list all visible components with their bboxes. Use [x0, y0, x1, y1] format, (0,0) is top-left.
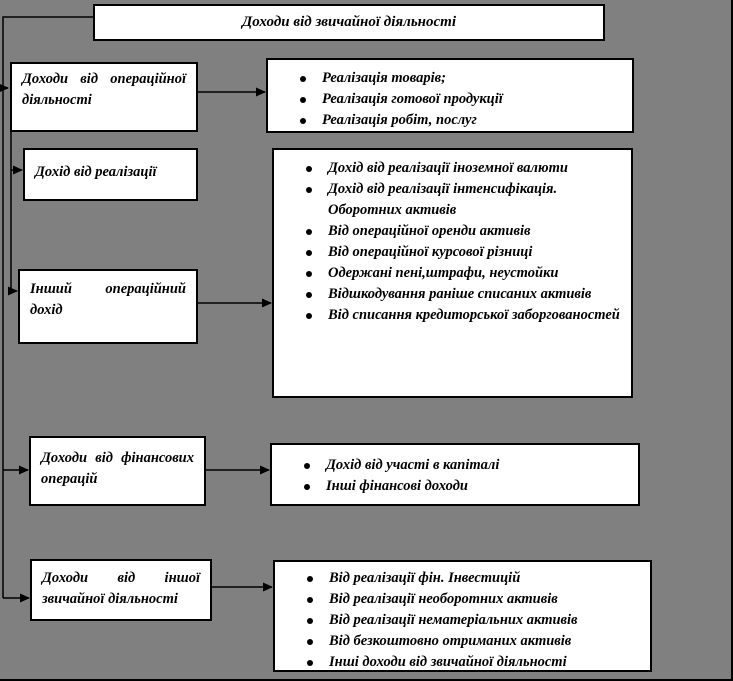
list-item: Одержані пені,штрафи, неустойки — [304, 263, 623, 284]
title-box-label: Доходи від звичайної діяльності — [241, 14, 457, 30]
list-item: Дохід від реалізації інтенсифікація. Оборотних активів — [304, 179, 623, 221]
list-item: Від операційної курсової різниці — [304, 242, 623, 263]
list-item: Дохід від реалізації іноземної валюти — [304, 158, 623, 179]
list-item: Від реалізації нематеріальних активів — [305, 610, 642, 631]
other-operating-items-list — [274, 150, 631, 326]
title-box — [93, 4, 605, 41]
list-item: Відшкодування раніше списаних активів — [304, 284, 623, 305]
list-item: Реалізація робіт, послуг — [298, 110, 624, 131]
left-box-realization-income — [23, 148, 198, 201]
left-box-other-ordinary-income-label: Доходи від іншої звичайної діяльності — [42, 570, 200, 607]
left-box-realization-income-label: Дохід від реалізації — [35, 164, 157, 180]
list-item: Від операційної оренди активів — [304, 221, 623, 242]
right-box-operating-items — [266, 58, 634, 133]
list-item: Від реалізації необоротних активів — [305, 589, 642, 610]
list-item: Реалізація готової продукції — [298, 89, 624, 110]
left-box-financial-operations-income-label: Доходи від фінансових операцій — [41, 450, 194, 487]
other-ordinary-items-list — [275, 562, 650, 673]
left-box-financial-operations-income — [29, 436, 206, 506]
list-item: Дохід від участі в капіталі — [302, 455, 630, 476]
list-item: Від безкоштовно отриманих активів — [305, 631, 642, 652]
list-item: Реалізація товарів; — [298, 68, 624, 89]
left-box-other-operating-income — [18, 269, 198, 344]
financial-items-list — [272, 445, 638, 497]
left-box-operating-income-label: Доходи від операційної діяльності — [22, 71, 186, 108]
list-item: Інші доходи від звичайної діяльності — [305, 652, 642, 673]
left-box-other-operating-income-label: Інший операційний дохід — [30, 281, 186, 318]
right-box-other-ordinary-items — [273, 560, 652, 672]
left-box-operating-income — [10, 62, 198, 132]
list-item: Інші фінансові доходи — [302, 476, 630, 497]
right-box-other-operating-items — [272, 148, 633, 398]
operating-items-list — [268, 60, 632, 131]
left-box-other-ordinary-income — [30, 559, 212, 621]
list-item: Від реалізації фін. Інвестицій — [305, 568, 642, 589]
list-item: Від списання кредиторської заборгованостей — [304, 305, 623, 326]
right-box-financial-items — [270, 443, 640, 506]
